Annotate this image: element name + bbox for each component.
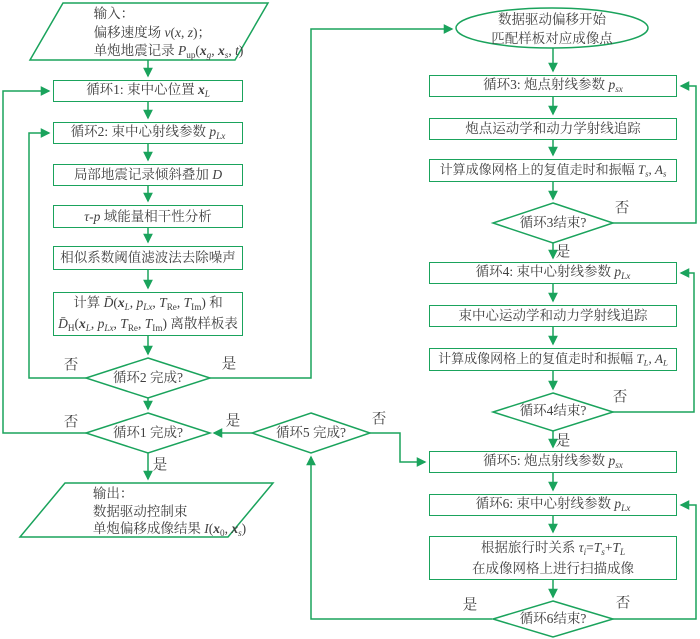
node-template-table: 计算 $D̄(x_L$, $p_{Lx}$, $T_{Re}$, $T_{Im}$) 和 $D̄_H(x_L$, $p_{Lx}$, $T_{Re}$, $T_{Im}$) 离散样板表 (53, 292, 243, 336)
node-loop1-done: 循环1 完成? (112, 425, 184, 441)
node-shot-raytracing: 炮点运动学和动力学射线追踪 (429, 118, 677, 140)
label-yes-loop1: 是 (152, 457, 168, 474)
node-loop2-done: 循环2 完成? (112, 370, 184, 386)
label-no-loop1: 否 (63, 414, 79, 431)
node-loop5: 循环5: 炮点射线参数 $p_{sx}$ (429, 451, 677, 473)
node-scan-imaging: 根据旅行时关系 $\tau_i=T_s+T_L$ 在成像网格上进行扫描成像 (429, 536, 677, 580)
node-slant-stack: 局部地震记录倾斜叠加 D (53, 164, 243, 186)
node-loop5-done: 循环5 完成? (275, 425, 347, 441)
node-loop4: 循环4: 束中心射线参数 $p_{Lx}$ (429, 262, 677, 284)
label-yes-loop2: 是 (221, 356, 237, 373)
node-loop3-end: 循环3结束? (519, 215, 587, 231)
label-yes-loop3: 是 (555, 244, 571, 261)
node-beam-raytracing: 束中心运动学和动力学射线追踪 (429, 305, 677, 327)
node-compute-tl-al: 计算成像网格上的复值走时和振幅 $T_L$, $A_L$ (429, 348, 677, 371)
label-no-loop4: 否 (612, 389, 628, 406)
node-loop4-end: 循环4结束? (519, 403, 587, 419)
node-start-ellipse: 数据驱动偏移开始 匹配样板对应成像点 (491, 11, 613, 46)
label-yes-loop6: 是 (462, 597, 478, 614)
connector-loop2done-yes-ellipse (210, 29, 452, 378)
node-denoise: 相似系数阈值滤波法去除噪声 (53, 246, 243, 270)
label-yes-loop5: 是 (225, 413, 241, 430)
label-no-loop2: 否 (63, 357, 79, 374)
label-no-loop5: 否 (371, 411, 387, 428)
connector-loop5done-no (370, 433, 425, 462)
label-no-loop3: 否 (614, 200, 630, 217)
label-yes-loop4: 是 (555, 433, 571, 450)
node-compute-ts-as: 计算成像网格上的复值走时和振幅 $T_s$, $A_s$ (429, 159, 677, 182)
node-loop6-end: 循环6结束? (519, 611, 587, 627)
node-input: 输入： 偏移速度场 v(x, z)； 单炮地震记录 $P_{up}(x_g$, $x_s$, t) (93, 6, 244, 60)
label-no-loop6: 否 (615, 595, 631, 612)
node-output: 输出： 数据驱动控制束 单炮偏移成像结果 $I(x_0$, $x_s$) (92, 486, 247, 538)
node-loop2: 循环2: 束中心射线参数 $p_{Lx}$ (53, 122, 243, 144)
node-loop6: 循环6: 束中心射线参数 $p_{Lx}$ (429, 494, 677, 516)
node-loop3: 循环3: 炮点射线参数 $p_{sx}$ (429, 75, 677, 97)
node-loop1: 循环1: 束中心位置 $x_L$ (53, 80, 243, 102)
node-taup-analysis: τ-p 域能量相干性分析 (53, 205, 243, 228)
